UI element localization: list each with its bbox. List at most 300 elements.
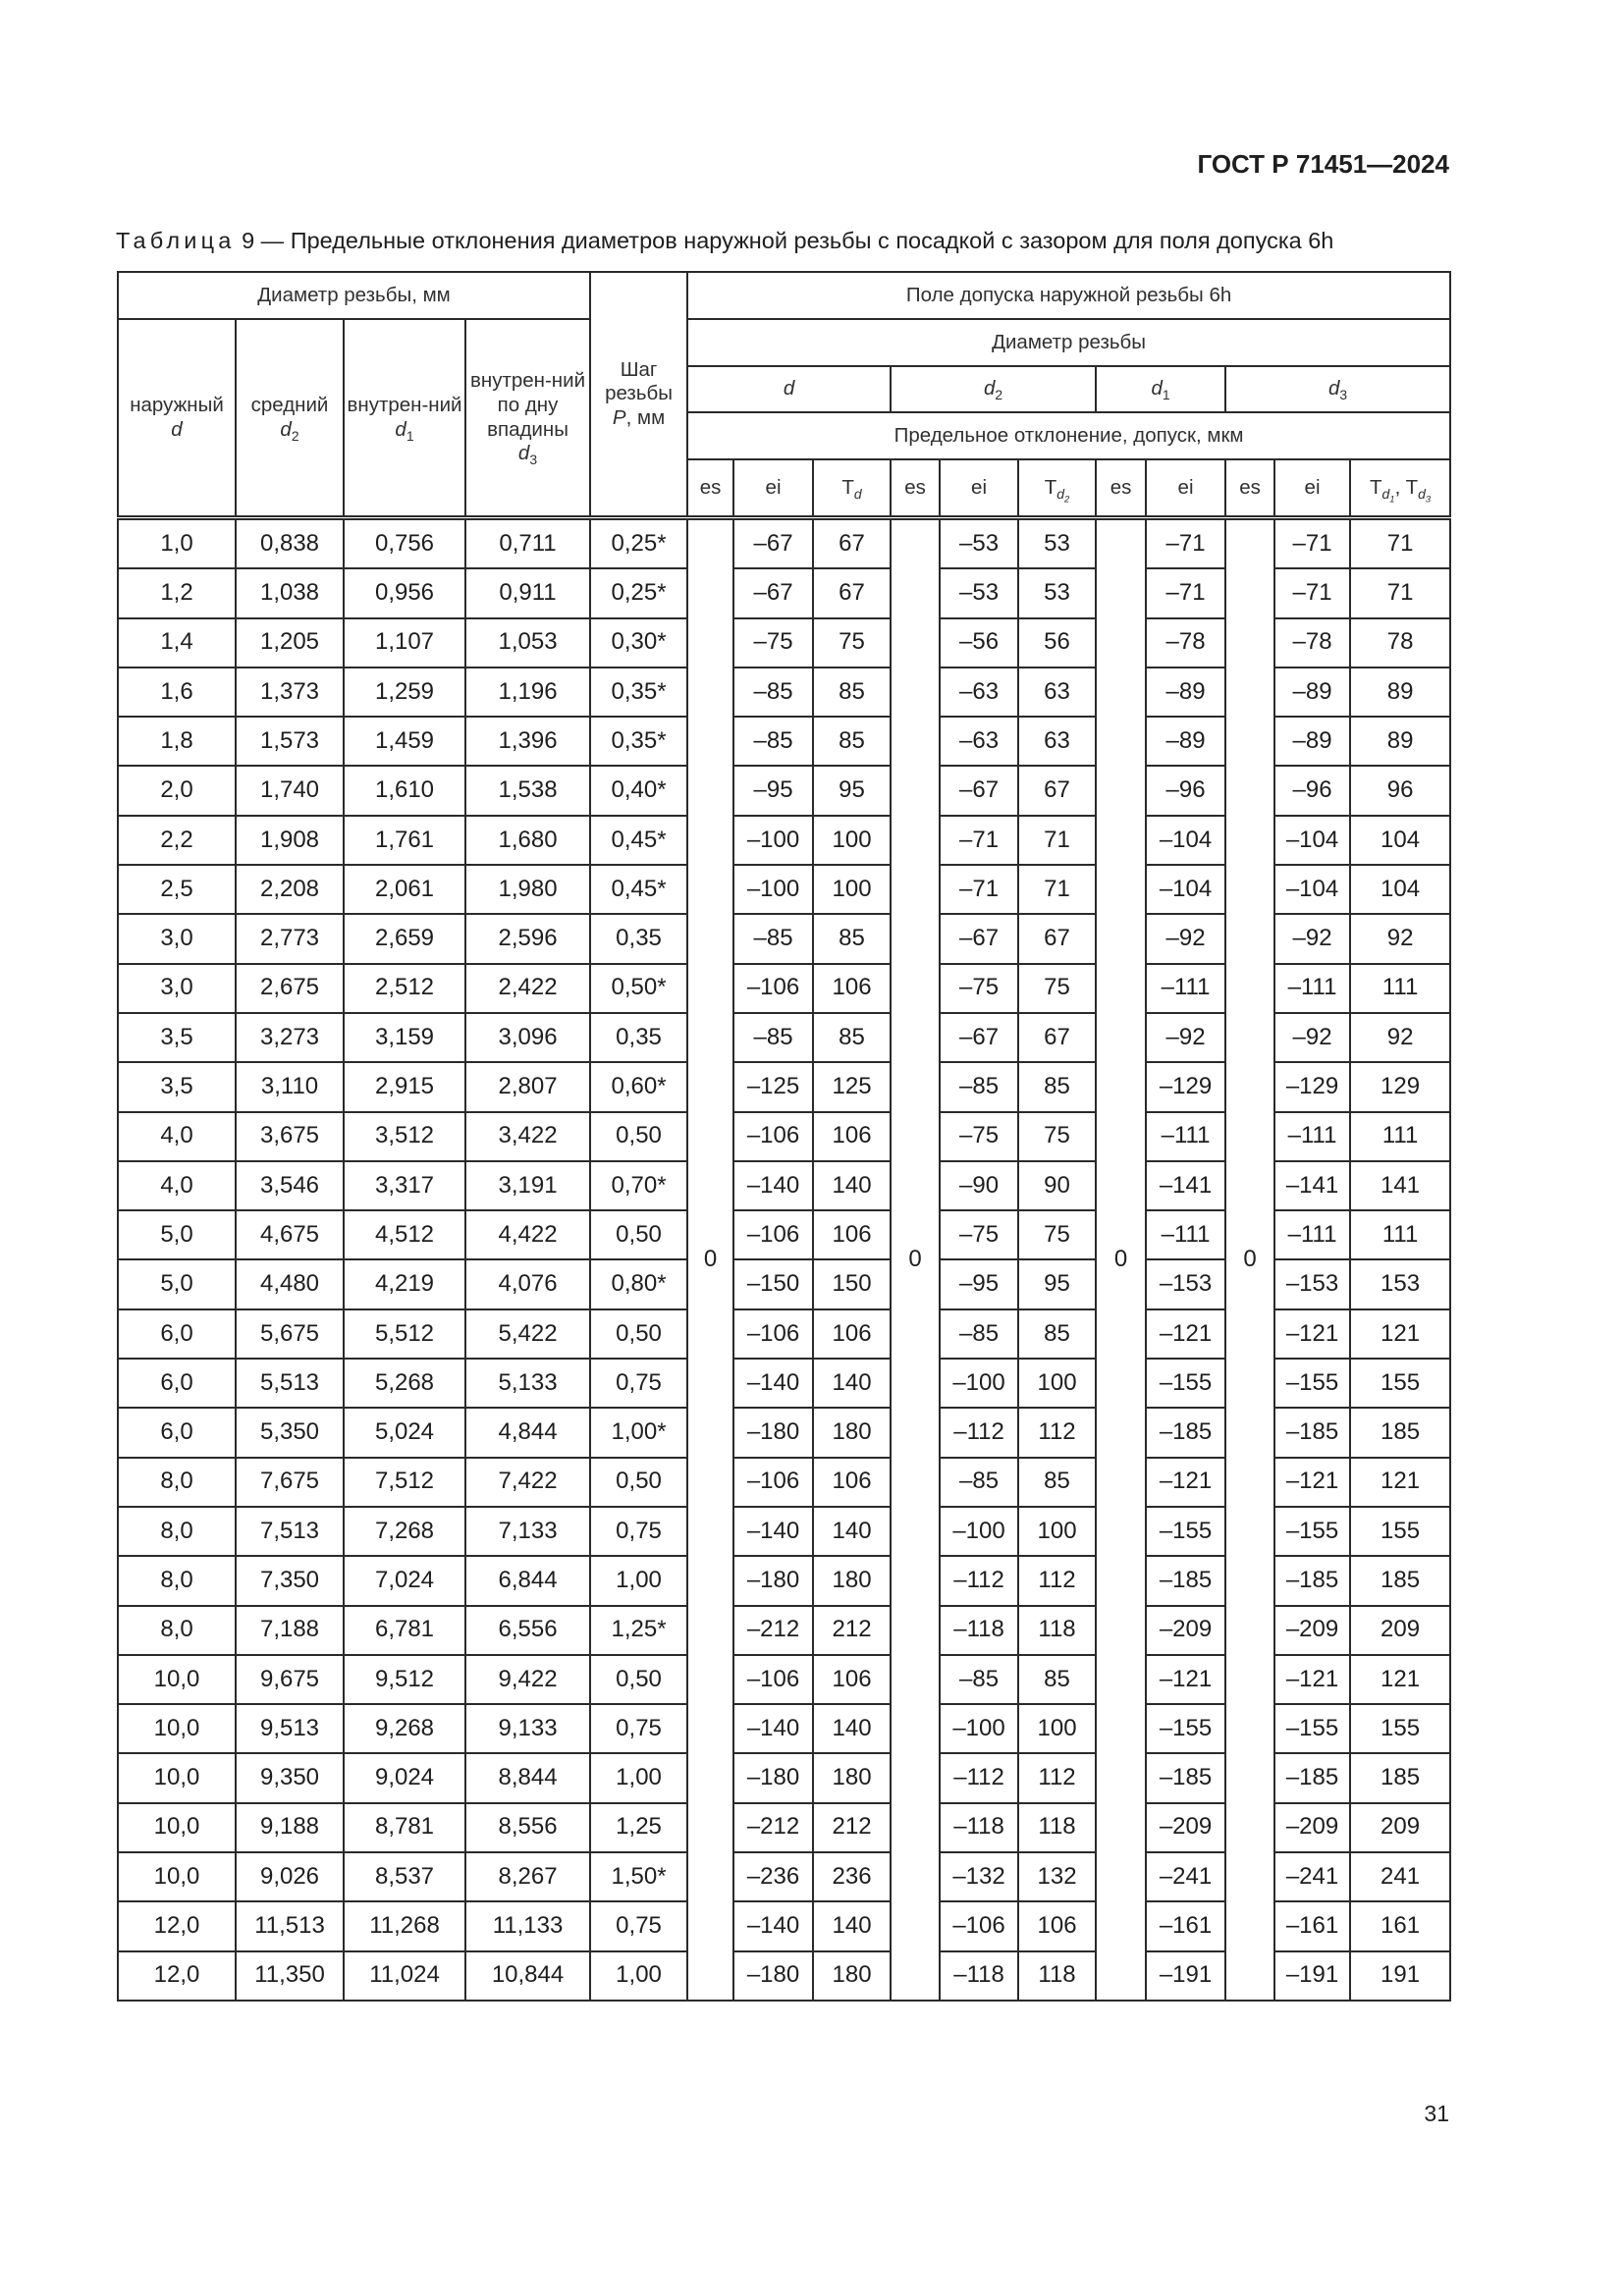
cell-Td: 67 (813, 518, 891, 569)
table-caption-text: 9 — Предельные отклонения диаметров наружной резьбы с посадкой с зазором для поля допуска 6h (235, 228, 1334, 253)
cell-ei-d: –106 (733, 1210, 813, 1259)
cell-Td1-Td3: 185 (1350, 1556, 1450, 1605)
cell-Td: 125 (813, 1062, 891, 1111)
cell-pitch: 0,40* (590, 766, 687, 815)
cell-ei-d: –106 (733, 1112, 813, 1161)
cell-inner-diameter: 5,268 (344, 1359, 465, 1408)
cell-Td1-Td3: 111 (1350, 964, 1450, 1013)
cell-inner-diameter: 5,024 (344, 1408, 465, 1457)
cell-Td: 106 (813, 1309, 891, 1359)
cell-mid-diameter: 2,773 (236, 914, 344, 963)
cell-outer-diameter: 1,4 (118, 618, 236, 667)
cell-Td: 236 (813, 1852, 891, 1901)
cell-outer-diameter: 6,0 (118, 1408, 236, 1457)
cell-pitch: 0,45* (590, 816, 687, 865)
cell-inner-diameter: 2,659 (344, 914, 465, 963)
header-d2 (891, 366, 1096, 412)
cell-ei-d3: –104 (1274, 816, 1350, 865)
cell-ei-d: –100 (733, 865, 813, 914)
cell-mid-diameter: 4,675 (236, 1210, 344, 1259)
cell-Td: 180 (813, 1753, 891, 1802)
cell-pitch: 0,50 (590, 1655, 687, 1704)
cell-mid-diameter: 2,208 (236, 865, 344, 914)
header-d (687, 366, 891, 412)
cell-inner-diameter: 7,024 (344, 1556, 465, 1605)
cell-ei-d2: –53 (940, 518, 1018, 569)
cell-root-diameter: 4,844 (465, 1408, 590, 1457)
cell-ei-d3: –96 (1274, 766, 1350, 815)
cell-root-diameter: 5,422 (465, 1309, 590, 1359)
header-mid-subscript: 2 (291, 427, 299, 444)
cell-ei-d: –140 (733, 1507, 813, 1556)
cell-Td2: 56 (1018, 618, 1096, 667)
cell-mid-diameter: 11,350 (236, 1951, 344, 2001)
cell-Td1-Td3: 191 (1350, 1951, 1450, 2001)
cell-mid-diameter: 3,546 (236, 1161, 344, 1210)
cell-pitch: 1,00 (590, 1556, 687, 1605)
header-pitch-label: Шаг резьбы (605, 357, 673, 405)
header-root-label: внутрен-ний по дну впадины (470, 369, 586, 441)
header-Td2-letter: T (1044, 475, 1057, 499)
cell-Td2: 100 (1018, 1507, 1096, 1556)
cell-ei-d1: –92 (1146, 1013, 1225, 1062)
cell-ei-d2: –100 (940, 1507, 1018, 1556)
cell-ei-d1: –104 (1146, 816, 1225, 865)
cell-Td2: 75 (1018, 964, 1096, 1013)
cell-pitch: 1,00 (590, 1951, 687, 2001)
cell-ei-d2: –112 (940, 1408, 1018, 1457)
header-pitch-unit: , мм (625, 405, 666, 429)
cell-outer-diameter: 1,6 (118, 667, 236, 717)
cell-ei-d: –180 (733, 1753, 813, 1802)
cell-Td: 212 (813, 1606, 891, 1655)
cell-root-diameter: 6,556 (465, 1606, 590, 1655)
cell-pitch: 0,50 (590, 1210, 687, 1259)
document-code: ГОСТ Р 71451—2024 (1197, 149, 1449, 179)
header-pitch (590, 272, 687, 518)
cell-ei-d: –180 (733, 1951, 813, 2001)
cell-outer-diameter: 4,0 (118, 1161, 236, 1210)
cell-Td2: 112 (1018, 1408, 1096, 1457)
cell-ei-d3: –209 (1274, 1803, 1350, 1852)
cell-Td2: 85 (1018, 1655, 1096, 1704)
cell-ei-d2: –85 (940, 1309, 1018, 1359)
cell-pitch: 0,30* (590, 618, 687, 667)
cell-mid-diameter: 5,350 (236, 1408, 344, 1457)
cell-Td: 100 (813, 816, 891, 865)
cell-pitch: 0,25* (590, 568, 687, 617)
header-Td-letter: T (841, 475, 854, 499)
header-outer-diameter (118, 319, 236, 518)
header-mid-symbol: d (280, 417, 292, 441)
cell-Td: 106 (813, 1112, 891, 1161)
cell-root-diameter: 4,422 (465, 1210, 590, 1259)
cell-Td2: 53 (1018, 518, 1096, 569)
cell-Td: 95 (813, 766, 891, 815)
cell-inner-diameter: 4,219 (344, 1259, 465, 1308)
cell-outer-diameter: 1,0 (118, 518, 236, 569)
cell-ei-d1: –209 (1146, 1606, 1225, 1655)
cell-pitch: 1,25 (590, 1803, 687, 1852)
cell-inner-diameter: 6,781 (344, 1606, 465, 1655)
cell-ei-d: –85 (733, 1013, 813, 1062)
header-root-subscript: 3 (529, 451, 538, 467)
header-es-d2: es (891, 459, 940, 518)
cell-Td2: 106 (1018, 1901, 1096, 1950)
cell-inner-diameter: 2,512 (344, 964, 465, 1013)
cell-ei-d2: –67 (940, 766, 1018, 815)
cell-outer-diameter: 2,5 (118, 865, 236, 914)
cell-ei-d2: –100 (940, 1359, 1018, 1408)
cell-Td1-Td3: 129 (1350, 1062, 1450, 1111)
cell-ei-d2: –95 (940, 1259, 1018, 1308)
cell-outer-diameter: 3,0 (118, 914, 236, 963)
cell-ei-d1: –121 (1146, 1309, 1225, 1359)
cell-inner-diameter: 1,107 (344, 618, 465, 667)
header-Td2-subscript: d2 (1056, 485, 1070, 505)
cell-ei-d1: –241 (1146, 1852, 1225, 1901)
cell-outer-diameter: 10,0 (118, 1704, 236, 1753)
cell-ei-d3: –92 (1274, 914, 1350, 963)
cell-outer-diameter: 6,0 (118, 1359, 236, 1408)
cell-Td2: 118 (1018, 1951, 1096, 2001)
cell-ei-d: –140 (733, 1161, 813, 1210)
header-Td1-Td3: $T_{d_1}$, $T_{d_3}$ (1350, 459, 1450, 518)
cell-inner-diameter: 7,268 (344, 1507, 465, 1556)
cell-ei-d2: –85 (940, 1062, 1018, 1111)
cell-Td1-Td3: 121 (1350, 1458, 1450, 1507)
cell-ei-d3: –209 (1274, 1606, 1350, 1655)
cell-ei-d: –106 (733, 1309, 813, 1359)
cell-Td1-Td3: 89 (1350, 717, 1450, 766)
cell-pitch: 1,00 (590, 1753, 687, 1802)
cell-Td: 180 (813, 1951, 891, 2001)
cell-inner-diameter: 5,512 (344, 1309, 465, 1359)
cell-outer-diameter: 10,0 (118, 1753, 236, 1802)
cell-ei-d: –150 (733, 1259, 813, 1308)
cell-ei-d2: –67 (940, 914, 1018, 963)
cell-outer-diameter: 10,0 (118, 1655, 236, 1704)
cell-ei-d2: –100 (940, 1704, 1018, 1753)
table-caption-lead: Таблица (116, 228, 236, 253)
cell-Td2: 75 (1018, 1112, 1096, 1161)
cell-Td2: 100 (1018, 1704, 1096, 1753)
cell-Td2: 67 (1018, 1013, 1096, 1062)
cell-outer-diameter: 12,0 (118, 1951, 236, 2001)
cell-Td2: 100 (1018, 1359, 1096, 1408)
header-pitch-symbol: P (612, 405, 626, 429)
cell-pitch: 0,75 (590, 1507, 687, 1556)
cell-root-diameter: 3,191 (465, 1161, 590, 1210)
cell-ei-d1: –155 (1146, 1359, 1225, 1408)
cell-inner-diameter: 3,512 (344, 1112, 465, 1161)
cell-ei-d2: –90 (940, 1161, 1018, 1210)
cell-Td1-Td3: 96 (1350, 766, 1450, 815)
cell-root-diameter: 8,267 (465, 1852, 590, 1901)
cell-ei-d2: –75 (940, 1210, 1018, 1259)
cell-ei-d3: –111 (1274, 1210, 1350, 1259)
cell-outer-diameter: 2,0 (118, 766, 236, 815)
cell-inner-diameter: 11,268 (344, 1901, 465, 1950)
cell-root-diameter: 2,422 (465, 964, 590, 1013)
header-outer-symbol: d (171, 417, 183, 441)
cell-inner-diameter: 0,756 (344, 518, 465, 569)
cell-root-diameter: 1,196 (465, 667, 590, 717)
cell-Td2: 95 (1018, 1259, 1096, 1308)
header-Td2 (1018, 459, 1096, 518)
header-d-symbol: d (783, 377, 795, 400)
cell-es-d2: 0 (891, 518, 940, 2001)
cell-Td1-Td3: 153 (1350, 1259, 1450, 1308)
cell-ei-d1: –71 (1146, 518, 1225, 569)
cell-ei-d1: –155 (1146, 1507, 1225, 1556)
cell-ei-d1: –185 (1146, 1753, 1225, 1802)
header-d2-symbol: d (983, 377, 996, 400)
cell-ei-d: –180 (733, 1408, 813, 1457)
header-ei-d3: ei (1274, 459, 1350, 518)
cell-outer-diameter: 6,0 (118, 1309, 236, 1359)
cell-Td2: 63 (1018, 717, 1096, 766)
cell-pitch: 1,25* (590, 1606, 687, 1655)
cell-mid-diameter: 7,188 (236, 1606, 344, 1655)
cell-Td1-Td3: 155 (1350, 1704, 1450, 1753)
cell-pitch: 0,75 (590, 1901, 687, 1950)
cell-Td2: 71 (1018, 865, 1096, 914)
cell-mid-diameter: 9,513 (236, 1704, 344, 1753)
cell-outer-diameter: 5,0 (118, 1210, 236, 1259)
cell-mid-diameter: 7,513 (236, 1507, 344, 1556)
page-number: 31 (1424, 2101, 1449, 2126)
cell-inner-diameter: 9,024 (344, 1753, 465, 1802)
cell-pitch: 0,35 (590, 914, 687, 963)
cell-mid-diameter: 5,513 (236, 1359, 344, 1408)
cell-root-diameter: 0,911 (465, 568, 590, 617)
cell-ei-d2: –71 (940, 865, 1018, 914)
cell-Td1-Td3: 209 (1350, 1606, 1450, 1655)
header-deviation: Предельное отклонение, допуск, мкм (687, 412, 1450, 459)
cell-ei-d: –106 (733, 1458, 813, 1507)
cell-ei-d1: –96 (1146, 766, 1225, 815)
cell-Td2: 85 (1018, 1458, 1096, 1507)
header-d3-subscript: 3 (1339, 387, 1348, 403)
cell-root-diameter: 1,053 (465, 618, 590, 667)
cell-mid-diameter: 3,273 (236, 1013, 344, 1062)
cell-ei-d2: –85 (940, 1458, 1018, 1507)
cell-ei-d: –85 (733, 717, 813, 766)
cell-ei-d1: –191 (1146, 1951, 1225, 2001)
cell-inner-diameter: 8,781 (344, 1803, 465, 1852)
cell-pitch: 0,70* (590, 1161, 687, 1210)
cell-Td: 106 (813, 1458, 891, 1507)
cell-ei-d3: –89 (1274, 667, 1350, 717)
cell-outer-diameter: 8,0 (118, 1606, 236, 1655)
cell-ei-d: –67 (733, 568, 813, 617)
cell-ei-d3: –78 (1274, 618, 1350, 667)
cell-inner-diameter: 7,512 (344, 1458, 465, 1507)
cell-root-diameter: 7,133 (465, 1507, 590, 1556)
header-es-d3: es (1225, 459, 1274, 518)
cell-inner-diameter: 1,610 (344, 766, 465, 815)
cell-mid-diameter: 0,838 (236, 518, 344, 569)
cell-mid-diameter: 9,188 (236, 1803, 344, 1852)
cell-pitch: 0,50 (590, 1458, 687, 1507)
header-d2-subscript: 2 (995, 387, 1003, 403)
cell-root-diameter: 8,844 (465, 1753, 590, 1802)
cell-outer-diameter: 8,0 (118, 1507, 236, 1556)
header-d1-subscript: 1 (1162, 387, 1170, 403)
cell-ei-d3: –141 (1274, 1161, 1350, 1210)
cell-inner-diameter: 9,268 (344, 1704, 465, 1753)
cell-ei-d: –236 (733, 1852, 813, 1901)
cell-inner-diameter: 1,761 (344, 816, 465, 865)
cell-ei-d3: –185 (1274, 1408, 1350, 1457)
cell-Td2: 63 (1018, 667, 1096, 717)
cell-ei-d: –125 (733, 1062, 813, 1111)
cell-outer-diameter: 3,5 (118, 1062, 236, 1111)
cell-ei-d3: –185 (1274, 1753, 1350, 1802)
cell-ei-d1: –111 (1146, 1210, 1225, 1259)
cell-ei-d2: –112 (940, 1556, 1018, 1605)
cell-ei-d3: –71 (1274, 568, 1350, 617)
cell-ei-d2: –112 (940, 1753, 1018, 1802)
cell-root-diameter: 3,422 (465, 1112, 590, 1161)
cell-pitch: 0,25* (590, 518, 687, 569)
cell-ei-d: –140 (733, 1901, 813, 1950)
cell-ei-d: –95 (733, 766, 813, 815)
cell-inner-diameter: 8,537 (344, 1852, 465, 1901)
cell-ei-d: –180 (733, 1556, 813, 1605)
cell-Td2: 132 (1018, 1852, 1096, 1901)
cell-outer-diameter: 1,2 (118, 568, 236, 617)
cell-ei-d3: –161 (1274, 1901, 1350, 1950)
cell-ei-d3: –121 (1274, 1309, 1350, 1359)
header-root-symbol: d (517, 442, 530, 465)
cell-outer-diameter: 8,0 (118, 1556, 236, 1605)
cell-ei-d: –75 (733, 618, 813, 667)
cell-ei-d3: –71 (1274, 518, 1350, 569)
cell-ei-d: –212 (733, 1606, 813, 1655)
header-inner-diameter (344, 319, 465, 518)
cell-Td1-Td3: 209 (1350, 1803, 1450, 1852)
header-inner-subscript: 1 (406, 427, 414, 444)
cell-outer-diameter: 10,0 (118, 1803, 236, 1852)
cell-ei-d1: –78 (1146, 618, 1225, 667)
header-inner-symbol: d (395, 417, 406, 441)
table-caption (116, 228, 1451, 254)
cell-Td1-Td3: 71 (1350, 518, 1450, 569)
cell-Td: 140 (813, 1704, 891, 1753)
header-es-d: es (687, 459, 733, 518)
cell-ei-d: –85 (733, 667, 813, 717)
cell-mid-diameter: 5,675 (236, 1309, 344, 1359)
cell-Td: 85 (813, 717, 891, 766)
header-ei-d2: ei (940, 459, 1018, 518)
cell-ei-d1: –89 (1146, 717, 1225, 766)
cell-pitch: 1,00* (590, 1408, 687, 1457)
cell-ei-d3: –121 (1274, 1458, 1350, 1507)
cell-Td1-Td3: 141 (1350, 1161, 1450, 1210)
cell-root-diameter: 9,133 (465, 1704, 590, 1753)
cell-ei-d3: –153 (1274, 1259, 1350, 1308)
cell-mid-diameter: 9,675 (236, 1655, 344, 1704)
cell-Td: 106 (813, 964, 891, 1013)
cell-Td: 140 (813, 1507, 891, 1556)
cell-outer-diameter: 3,0 (118, 964, 236, 1013)
cell-ei-d1: –111 (1146, 1112, 1225, 1161)
header-root-diameter (465, 319, 590, 518)
cell-pitch: 0,35 (590, 1013, 687, 1062)
cell-Td: 140 (813, 1901, 891, 1950)
cell-pitch: 0,60* (590, 1062, 687, 1111)
header-d3 (1225, 366, 1450, 412)
cell-inner-diameter: 9,512 (344, 1655, 465, 1704)
cell-inner-diameter: 0,956 (344, 568, 465, 617)
cell-ei-d2: –63 (940, 667, 1018, 717)
cell-root-diameter: 1,980 (465, 865, 590, 914)
cell-root-diameter: 2,807 (465, 1062, 590, 1111)
cell-Td2: 112 (1018, 1556, 1096, 1605)
cell-Td1-Td3: 121 (1350, 1655, 1450, 1704)
cell-ei-d1: –104 (1146, 865, 1225, 914)
cell-outer-diameter: 10,0 (118, 1852, 236, 1901)
cell-inner-diameter: 4,512 (344, 1210, 465, 1259)
thread-deviation-table (117, 271, 1451, 2002)
cell-ei-d1: –89 (1146, 667, 1225, 717)
cell-root-diameter: 0,711 (465, 518, 590, 569)
cell-mid-diameter: 3,110 (236, 1062, 344, 1111)
cell-mid-diameter: 2,675 (236, 964, 344, 1013)
cell-mid-diameter: 9,350 (236, 1753, 344, 1802)
header-d3-symbol: d (1327, 377, 1340, 400)
cell-root-diameter: 2,596 (465, 914, 590, 963)
cell-Td: 180 (813, 1556, 891, 1605)
cell-root-diameter: 10,844 (465, 1951, 590, 2001)
cell-pitch: 0,35* (590, 667, 687, 717)
header-Td (813, 459, 891, 518)
cell-root-diameter: 9,422 (465, 1655, 590, 1704)
cell-Td1-Td3: 78 (1350, 618, 1450, 667)
cell-ei-d1: –185 (1146, 1556, 1225, 1605)
cell-outer-diameter: 3,5 (118, 1013, 236, 1062)
cell-ei-d3: –111 (1274, 1112, 1350, 1161)
cell-Td2: 90 (1018, 1161, 1096, 1210)
cell-pitch: 0,80* (590, 1259, 687, 1308)
cell-mid-diameter: 1,740 (236, 766, 344, 815)
cell-ei-d: –140 (733, 1359, 813, 1408)
cell-Td1-Td3: 241 (1350, 1852, 1450, 1901)
cell-ei-d1: –121 (1146, 1655, 1225, 1704)
cell-ei-d1: –129 (1146, 1062, 1225, 1111)
cell-ei-d: –106 (733, 964, 813, 1013)
cell-Td2: 112 (1018, 1753, 1096, 1802)
cell-ei-d2: –118 (940, 1803, 1018, 1852)
cell-Td: 85 (813, 667, 891, 717)
table-row (118, 518, 1450, 569)
cell-ei-d3: –89 (1274, 717, 1350, 766)
cell-ei-d: –100 (733, 816, 813, 865)
cell-root-diameter: 4,076 (465, 1259, 590, 1308)
cell-inner-diameter: 3,317 (344, 1161, 465, 1210)
cell-inner-diameter: 2,915 (344, 1062, 465, 1111)
cell-outer-diameter: 8,0 (118, 1458, 236, 1507)
cell-mid-diameter: 1,205 (236, 618, 344, 667)
cell-Td: 212 (813, 1803, 891, 1852)
cell-root-diameter: 11,133 (465, 1901, 590, 1950)
cell-mid-diameter: 4,480 (236, 1259, 344, 1308)
cell-es-d1: 0 (1096, 518, 1146, 2001)
cell-ei-d2: –132 (940, 1852, 1018, 1901)
cell-ei-d: –67 (733, 518, 813, 569)
